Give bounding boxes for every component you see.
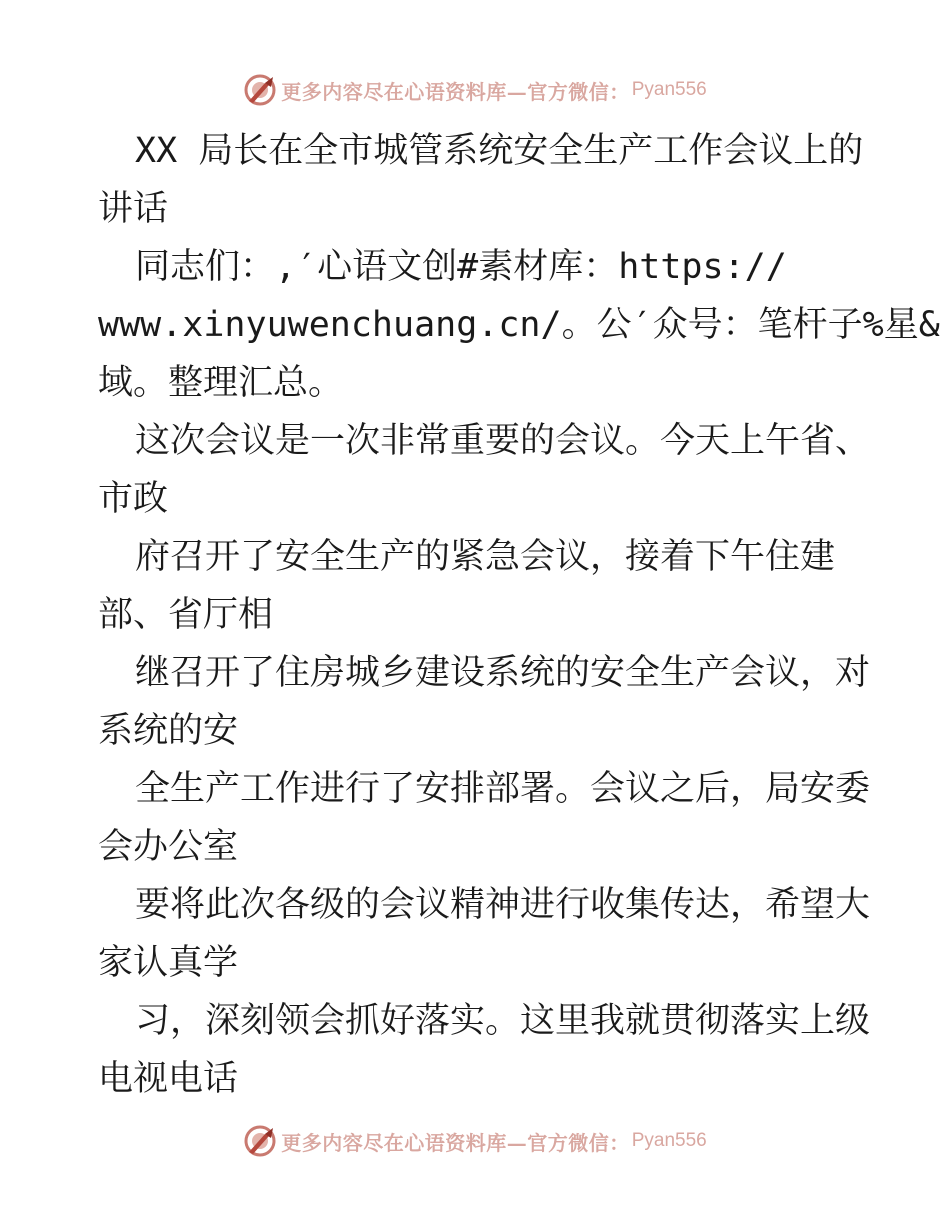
paragraph-line: 域。整理汇总。	[98, 363, 344, 403]
paragraph-line: 要将此次各级的会议精神进行收集传达，希望大	[135, 885, 871, 925]
paragraph-line: 家认真学	[98, 943, 239, 983]
paragraph-line: www.xinyuwenchuang.cn/。公′众号：笔杆子%星&	[98, 305, 940, 345]
paragraph-line: 市政	[98, 479, 169, 519]
paragraph-line: 府召开了安全生产的紧急会议，接着下午住建	[135, 537, 836, 577]
paragraph-line: 部、省厅相	[98, 595, 274, 635]
watermark-banner-top	[0, 70, 950, 110]
paragraph-line: 继召开了住房城乡建设系统的安全生产会议，对	[135, 653, 871, 693]
document-body	[98, 122, 940, 1108]
paragraph-line: 这次会议是一次非常重要的会议。今天上午省、	[135, 421, 871, 461]
paragraph-line: 会办公室	[98, 827, 239, 867]
paragraph-line: 电视电话	[98, 1059, 239, 1099]
watermark-text: 更多内容尽在心语资料库—官方微信：	[281, 1130, 630, 1155]
paragraph-line: 系统的安	[98, 711, 239, 751]
watermark-contact: Pyan556	[631, 1130, 707, 1151]
paragraph-line: 全生产工作进行了安排部署。会议之后，局安委	[135, 769, 871, 809]
paragraph-line: 同志们：,′心语文创#素材库：https://	[135, 247, 787, 287]
watermark-text: 更多内容尽在心语资料库—官方微信：	[281, 79, 630, 104]
title-line-2: 讲话	[98, 189, 169, 229]
paragraph-line: 习，深刻领会抓好落实。这里我就贯彻落实上级	[135, 1001, 871, 1041]
quill-pen-logo-icon	[243, 1124, 277, 1158]
watermark-banner-bottom	[0, 1121, 950, 1161]
quill-pen-logo-icon	[243, 73, 277, 107]
watermark-contact: Pyan556	[631, 79, 707, 100]
title-line-1: XX 局长在全市城管系统安全生产工作会议上的	[135, 131, 864, 171]
